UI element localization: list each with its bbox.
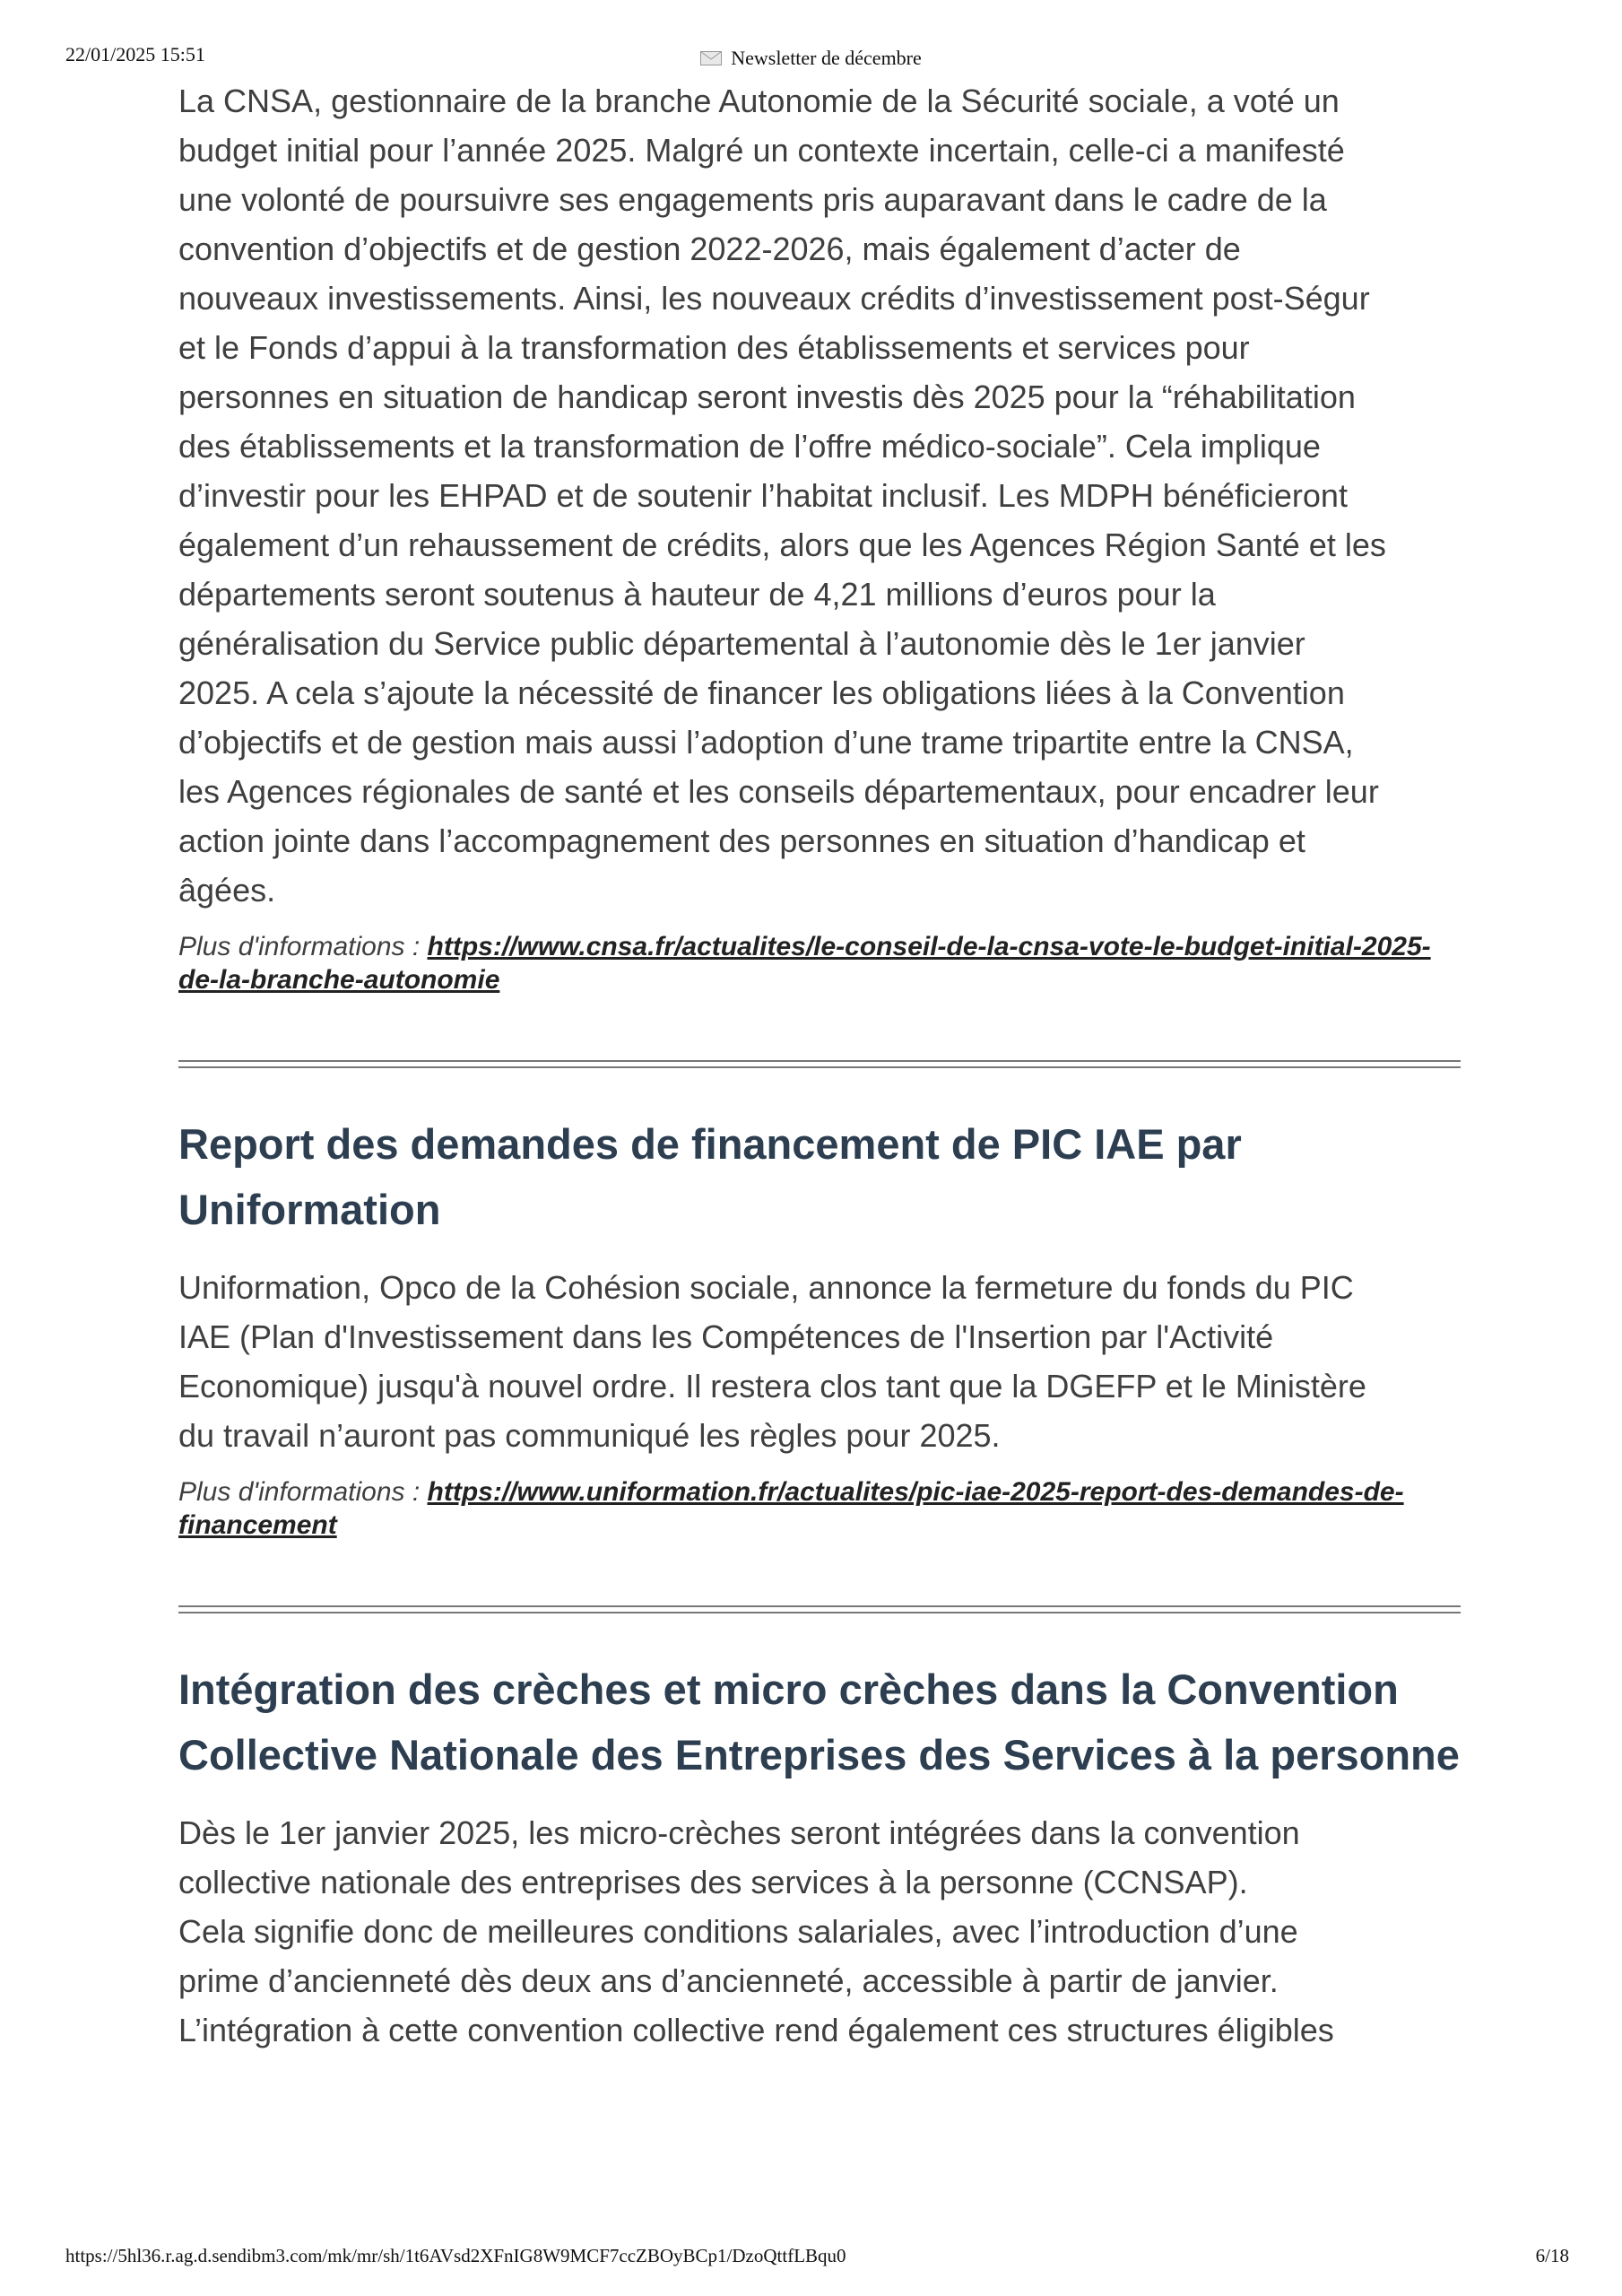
envelope-icon [700, 51, 722, 65]
pic-iae-paragraph: Uniformation, Opco de la Cohésion sociale, annonce la fermeture du fonds du PIC IAE (Plan d'Investissement dans les Compétences de l'Insertion par l'Activité Economique) jusqu'à nouvel ordre. Il restera clos tant que la DGEFP et le Ministère du travail n’auront pas communiqué les règles pour 2025. [178, 1269, 1366, 1454]
more-info-label: Plus d'informations : [178, 1477, 428, 1507]
more-info-label: Plus d'informations : [178, 932, 428, 961]
print-footer-page-number: 6/18 [1535, 2245, 1569, 2266]
pic-iae-heading: Report des demandes de financement de PIC IAE par Uniformation [178, 1120, 1242, 1233]
newsletter-title: Newsletter de décembre [731, 47, 922, 69]
section-pic-iae [178, 1111, 1461, 1542]
section-divider [178, 1605, 1461, 1613]
print-footer-url: https://5hl36.r.ag.d.sendibm3.com/mk/mr/sh/1t6AVsd2XFnIG8W9MCF7ccZBOyBCp1/DzoQttfLBqu0 [65, 2245, 846, 2266]
print-header-title [0, 47, 1622, 70]
creches-heading: Intégration des crèches et micro crèches dans la Convention Collective Nationale des Entreprises des Services à la personne [178, 1665, 1460, 1779]
section-cnsa-budget [178, 76, 1461, 996]
creches-paragraph: Dès le 1er janvier 2025, les micro-crèches seront intégrées dans la convention collective nationale des entreprises des services à la personne (CCNSAP). Cela signifie donc de meilleures conditions salariales, avec l’introduction d’une prime d’ancienneté dès deux ans d’ancienneté, accessible à partir de janvier. L’intégration à cette convention collective rend également ces structures éligibles [178, 1814, 1334, 2048]
more-info-uniformation [178, 1475, 1461, 1542]
cnsa-link[interactable]: https://www.cnsa.fr/actualites/le-conseil-de-la-cnsa-vote-le-budget-initial-2025-de-la-branche-autonomie [178, 932, 1431, 995]
section-divider [178, 1060, 1461, 1068]
print-header-date: 22/01/2025 15:51 [65, 43, 205, 65]
cnsa-budget-paragraph: La CNSA, gestionnaire de la branche Autonomie de la Sécurité sociale, a voté un budget initial pour l’année 2025. Malgré un contexte incertain, celle-ci a manifesté une volonté de poursuivre ses engagements pris auparavant dans le cadre de la convention d’objectifs et de gestion 2022-2026, mais également d’acter de nouveaux investissements. Ainsi, les nouveaux crédits d’investissement post-Ségur et le Fonds d’appui à la transformation des établissements et services pour personnes en situation de handicap seront investis dès 2025 pour la “réhabilitation des établissements et la transformation de l’offre médico-sociale”. Cela implique d’investir pour les EHPAD et de soutenir l’habitat inclusif. Les MDPH bénéficieront également d’un rehaussement de crédits, alors que les Agences Région Santé et les départements seront soutenus à hauteur de 4,21 millions d’euros pour la généralisation du Service public départemental à l’autonomie dès le 1er janvier 2025. A cela s’ajoute la nécessité de financer les obligations liées à la Convention d’objectifs et de gestion mais aussi l’adoption d’une trame tripartite entre la CNSA, les Agences régionales de santé et les conseils départementaux, pour encadrer leur action jointe dans l’accompagnement des personnes en situation d’handicap et âgées. [178, 83, 1386, 909]
uniformation-link[interactable]: https://www.uniformation.fr/actualites/pic-iae-2025-report-des-demandes-de-financement [178, 1477, 1404, 1540]
more-info-cnsa [178, 930, 1461, 996]
newsletter-content [178, 76, 1461, 2055]
section-creches [178, 1657, 1461, 2055]
